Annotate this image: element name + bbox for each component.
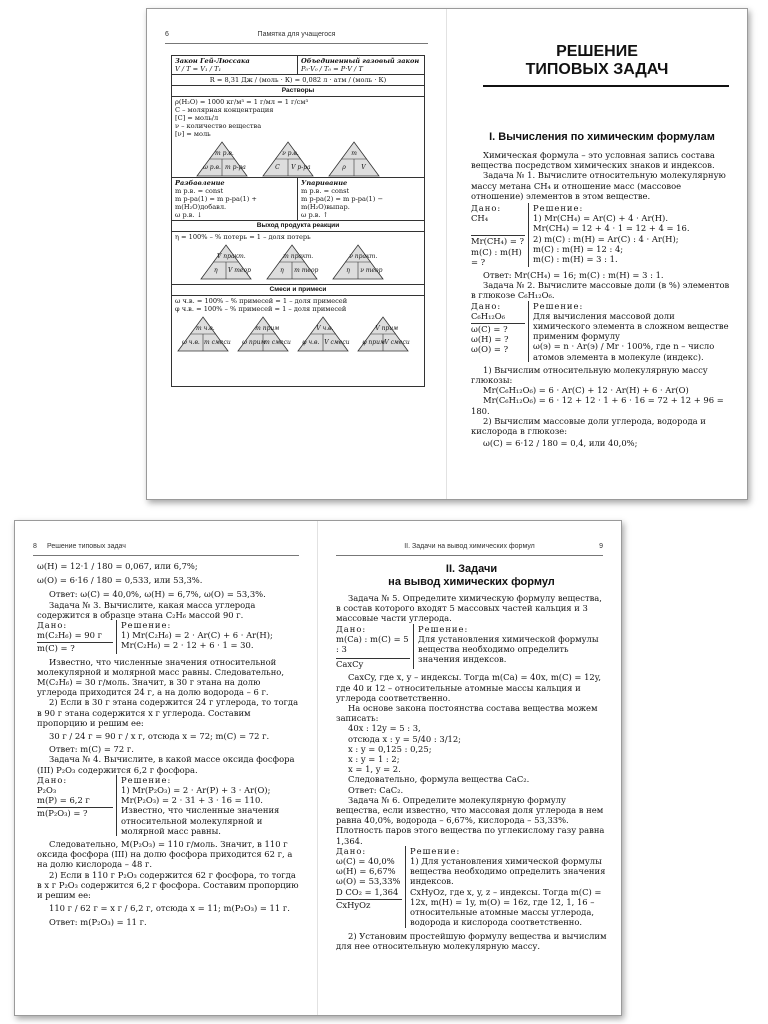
given-label: Дано: — [471, 203, 502, 214]
tri-right: V смеси — [384, 339, 410, 346]
dilution-line: m р-ра(1) = m р-ра(1) + m(H₂O)добавл. — [175, 195, 257, 211]
formula: 110 г / 62 г = x г / 6,2 г, отсюда x = 11; m(P₂O₃) = 11 г. — [49, 903, 290, 914]
given-solution-block — [336, 846, 607, 928]
gas-constant: R = 8,31 Дж / (моль · К) = 0,082 л · атм / (моль · К) — [172, 75, 424, 86]
given-item: C₆H₁₂O₆ — [471, 310, 506, 321]
given-item: Mr(CH₄) = ? — [471, 236, 525, 247]
chapter-title — [447, 43, 747, 79]
tri-top: ν р.в. — [282, 150, 299, 157]
paragraph: Следовательно, M(P₂O₃) = 110 г/моль. Значит, в 110 г оксида фосфора (III) на долю фосфора приходится 62 г, а на долю кислорода – 48 г. — [37, 839, 293, 870]
paragraph: 2) Вычислим массовые доли углерода, водорода и кислорода в глюкозе: — [471, 415, 706, 437]
paragraph: Следовательно, формула вещества CaC₂. — [348, 774, 530, 785]
given-solution-block — [37, 620, 303, 654]
given-item: ω(H) = 6,67% — [336, 866, 396, 877]
answer: Ответ: m(C) = 72 г. — [49, 744, 134, 755]
given-solution-block — [336, 624, 607, 670]
given-item: D CO₂ = 1,364 — [336, 886, 399, 897]
solution-label: Решение: — [533, 203, 584, 214]
formula: Mr(C₆H₁₂O₆) = 6 · 12 + 12 · 1 + 6 · 16 = 72 + 12 + 96 = 180. — [471, 395, 724, 416]
given-item: P₂O₃ — [37, 785, 57, 796]
solution-line: Известно, что численные значения относительной молекулярной и молярной масс равны. — [121, 805, 280, 836]
given-solution-block — [471, 203, 733, 267]
formula: ω(H) = 12·1 / 180 = 0,067, или 6,7%; — [37, 561, 198, 571]
solution-line: 1) Mr(C₂H₆) = 2 · Ar(C) + 6 · Ar(H); — [121, 630, 273, 641]
tri-right: V смеси — [324, 339, 350, 346]
solution-line: CxHyOz, где x, y, z – индексы. Тогда m(C) = 12x, m(H) = 1y, m(O) = 16z, где 12, 1, 16 – относительные атомные массы углерода, водорода и кислорода соответственно. — [410, 886, 602, 928]
solution-line: ω(э) = n · Ar(э) / Mr · 100%, где n – число атомов элемента в молекуле (индекс). — [533, 341, 715, 362]
tri-right: m теор — [294, 267, 319, 274]
formula: ω(C) = 6·12 / 180 = 0,4, или 40,0%; — [483, 438, 638, 449]
page-number: 8 — [33, 543, 37, 550]
page-number: 9 — [599, 543, 603, 550]
page-9 — [318, 521, 621, 1015]
sol-line: C – молярная концентрация — [175, 106, 274, 114]
sol-line: ρ(H₂O) = 1000 кг/м³ = 1 г/мл = 1 г/см³ — [175, 98, 309, 106]
solution-line: Для вычисления массовой доли химического элемента в сложном веществе применим формулу — [533, 310, 729, 342]
dilution-heading: Разбавление — [175, 179, 225, 187]
dilution-line: m р.в. = const — [175, 187, 224, 195]
given-item: m(P) = 6,2 г — [37, 795, 90, 806]
task-4-statement: Задача № 4. Вычислите, в какой массе оксида фосфора (III) P₂O₃ содержится 6,2 г фосфора. — [37, 754, 295, 775]
running-head — [165, 31, 428, 44]
tri-right: m смеси — [204, 339, 231, 346]
yield-line: η = 100% – % потерь = 1 – доля потерь — [175, 233, 311, 241]
paragraph: Химическая формула – это условная запись состава вещества посредством химических знаков и индексов. — [471, 150, 715, 171]
tri-left: ρ — [342, 164, 346, 171]
given-label: Дано: — [336, 845, 367, 856]
solution-line: Mr(P₂O₃) = 2 · 31 + 3 · 16 = 110. — [121, 795, 263, 806]
reference-card — [171, 55, 425, 387]
given-item: m(Ca) : m(C) = 5 : 3 — [336, 633, 409, 655]
tri-top: V прим — [375, 325, 399, 332]
triangle-diagram — [177, 316, 229, 352]
law2-title: Объединенный газовый закон — [301, 57, 420, 65]
given-item: m(C₂H₆) = 90 г — [37, 630, 102, 641]
evap-line: ω р.в. ↑ — [301, 211, 329, 219]
solution-label: Решение: — [410, 845, 461, 856]
page-8-body — [37, 561, 303, 927]
formula: x : y = 0,125 : 0,25; — [348, 743, 432, 754]
solution-line: m(C) : m(H) = 3 : 1. — [533, 254, 618, 265]
triangle-diagram — [237, 316, 289, 352]
tri-top: m — [351, 150, 357, 157]
section-heading-line-1: II. Задачи — [445, 563, 498, 575]
solutions-heading: Растворы — [172, 86, 424, 97]
formula: 40x : 12y = 5 : 3, — [348, 723, 421, 734]
mix-line: φ ч.в. = 100% – % примесей = 1 – доля примесей — [175, 305, 347, 313]
triangle-diagram — [297, 316, 349, 352]
solution-line: 1) Для установления химической формулы вещества необходимо определить значения индексов. — [410, 856, 606, 887]
given-solution-block — [37, 775, 303, 836]
given-label: Дано: — [471, 300, 502, 311]
answer: Ответ: CaC₂. — [348, 784, 404, 795]
tri-top: m прим — [255, 325, 280, 332]
page-6 — [147, 9, 447, 499]
paragraph: CaxCy, где x, y – индексы. Тогда m(Ca) = 40x, m(C) = 12y, где 40 и 12 – относительные атомные массы кальция и углерода соответственно. — [336, 672, 602, 703]
paragraph: 2) Если в 30 г этана содержится 24 г углерода, то тогда в 90 г этана содержится x г углерода. Составим пропорцию и решим ее: — [37, 697, 299, 728]
task-2-statement: Задача № 2. Вычислите массовые доли (в %) элементов в глюкозе C₆H₁₂O₆. — [471, 280, 730, 301]
chapter-title-line-1: РЕШЕНИЕ — [556, 43, 638, 60]
page-number: 6 — [165, 31, 169, 38]
paragraph: Известно, что численные значения относительной молекулярной и молярной масс равны. Следовательно, M(C₂H₆) = 30 г/моль. Значит, в 30 г этана на долю углерода приходится 24 г, а на долю водорода – 6 г. — [37, 656, 285, 698]
formula: отсюда x : y = 5/40 : 3/12; — [348, 733, 461, 744]
triangle-diagram — [266, 244, 318, 280]
tri-left: C — [275, 164, 280, 171]
answer: Ответ: Mr(CH₄) = 16; m(C) : m(H) = 3 : 1. — [483, 270, 664, 281]
section-heading: I. Вычисления по химическим формулам — [489, 131, 715, 143]
tri-right: m смеси — [264, 339, 291, 346]
evaporation-heading: Упаривание — [301, 179, 348, 187]
solution-label: Решение: — [418, 623, 469, 634]
sol-line: [C] = моль/л — [175, 114, 219, 122]
solution-line: 1) Mr(P₂O₃) = 2 · Ar(P) + 3 · Ar(O); — [121, 785, 271, 796]
tri-left: φ прим — [362, 339, 385, 346]
tri-right: ν теор — [360, 267, 383, 274]
triangle-diagram — [332, 244, 384, 280]
law1-title: Закон Гей-Люссака — [175, 57, 250, 65]
answer: Ответ: ω(C) = 40,0%, ω(H) = 6,7%, ω(O) = 53,3%. — [49, 589, 266, 600]
tri-top: m р.в. — [215, 150, 234, 157]
running-head — [33, 543, 299, 556]
formula: 30 г / 24 г = 90 г / x г, отсюда x = 72; m(C) = 72 г. — [49, 731, 270, 742]
solution-line: Mr(C₂H₆) = 2 · 12 + 6 · 1 = 30. — [121, 640, 254, 651]
tri-top: m ч.в. — [196, 325, 215, 332]
paragraph: 2) Если в 110 г P₂O₃ содержится 62 г фосфора, то тогда в x г P₂O₃ содержится 6,2 г фосфора. Составим пропорцию и решим ее: — [37, 869, 299, 901]
tri-left: η — [346, 267, 350, 274]
law2-formula: P₀·V₀ / T₀ = P·V / T — [301, 65, 363, 73]
given-item: ω(C) = ? — [471, 323, 525, 334]
tri-left: ω ч.в. — [182, 339, 200, 346]
paragraph: 2) Установим простейшую формулу вещества и вычислим для нее относительную молекулярную массу. — [336, 930, 607, 951]
solution-line: 2) m(C) : m(H) = Ar(C) : 4 · Ar(H); — [533, 233, 679, 244]
evap-line: m р.в. = const — [301, 187, 350, 195]
task-6-statement: Задача № 6. Определите молекулярную формулу вещества, если известно, что массовая доля углерода в нем равна 40,0%, водорода – 6,67%, кислорода – 53,33%. Плотность паров этого вещества по углекислому газу равна 1,364. — [336, 794, 605, 846]
tri-right: V теор — [228, 267, 251, 274]
chapter-title-line-2: ТИПОВЫХ ЗАДАЧ — [525, 61, 669, 78]
task-5-statement: Задача № 5. Определите химическую формулу вещества, в состав которого входят 5 массовых частей кальция и 3 массовые части углерода. — [336, 593, 602, 624]
triangle-diagram — [200, 244, 252, 280]
section-heading-line-2: на вывод химических формул — [388, 576, 555, 588]
bottom-spread — [14, 520, 622, 1016]
solution-label: Решение: — [121, 620, 172, 631]
triangle-diagram — [196, 141, 248, 177]
task-1-statement: Задача № 1. Вычислите относительную молекулярную массу метана CH₄ и отношение масс (массовое отношение) элементов в этом веществе. — [471, 170, 726, 201]
dilution-line: ω р.в. ↓ — [175, 211, 203, 219]
tri-left: φ ч.в. — [302, 339, 320, 346]
solution-label: Решение: — [533, 300, 584, 311]
top-spread — [146, 8, 748, 500]
running-head-title: Решение типовых задач — [47, 543, 126, 550]
sol-line: ν – количество вещества — [175, 122, 262, 130]
formula: x = 1, y = 2. — [348, 764, 401, 775]
page-9-body — [336, 563, 607, 951]
tri-left: η — [280, 267, 284, 274]
tri-top: m практ. — [283, 253, 314, 260]
answer: Ответ: m(P₂O₃) = 11 г. — [49, 916, 147, 927]
paragraph: На основе закона постоянства состава вещества можем записать: — [336, 703, 598, 724]
formula: Mr(C₆H₁₂O₆) = 6 · Ar(C) + 12 · Ar(H) + 6 · Ar(O) — [483, 385, 689, 396]
evap-line: m р-ра(2) = m р-ра(1) − m(H₂O)выпар. — [301, 195, 383, 211]
paragraph: 1) Вычислим относительную молекулярную массу глюкозы: — [471, 364, 708, 386]
solution-line: Mr(CH₄) = 12 + 4 · 1 = 12 + 4 = 16. — [533, 223, 690, 234]
solution-label: Решение: — [121, 774, 172, 785]
mix-line: ω ч.в. = 100% – % примесей = 1 – доля примесей — [175, 297, 348, 305]
given-label: Дано: — [37, 620, 68, 631]
yield-heading: Выход продукта реакции — [172, 221, 424, 232]
given-item: m(P₂O₃) = ? — [37, 807, 113, 818]
given-label: Дано: — [37, 774, 68, 785]
tri-top: V практ. — [217, 253, 246, 260]
solution-line: 1) Mr(CH₄) = Ar(C) + 4 · Ar(H). — [533, 213, 668, 224]
given-item: ω(C) = 40,0% — [336, 856, 395, 867]
given-item: CaxCy — [336, 658, 410, 669]
triangle-diagram — [328, 141, 380, 177]
triangle-diagram — [357, 316, 409, 352]
tri-right: m р-ра — [225, 164, 246, 171]
page-8 — [15, 521, 318, 1015]
running-head — [336, 543, 603, 556]
given-item: ω(O) = ? — [471, 344, 509, 355]
solution-line: Для установления химической формулы вещества необходимо определить значения индексов. — [418, 633, 599, 665]
sol-line: [ν] = моль — [175, 130, 211, 138]
triangle-diagram — [262, 141, 314, 177]
given-label: Дано: — [336, 623, 367, 634]
given-item: ω(O) = 53,33% — [336, 876, 401, 887]
given-item: CH₄ — [471, 213, 489, 224]
mixtures-heading: Смеси и примеси — [172, 285, 424, 296]
given-item: CxHyOz — [336, 899, 402, 910]
running-head-title: II. Задачи на вывод химических формул — [404, 543, 535, 550]
tri-right: V р-ра — [291, 164, 311, 171]
given-item: m(C) : m(H) = ? — [471, 246, 522, 267]
title-rule — [483, 85, 729, 87]
running-head-title: Памятка для учащегося — [257, 31, 336, 38]
given-item: ω(H) = ? — [471, 334, 509, 345]
formula: ω(O) = 6·16 / 180 = 0,533, или 53,3%. — [37, 575, 203, 586]
given-item: m(C) = ? — [37, 642, 113, 653]
solution-line: m(C) : m(H) = 12 : 4; — [533, 243, 624, 254]
page-7-body — [471, 131, 733, 448]
tri-top: V ч.в. — [316, 325, 334, 332]
page-7 — [447, 9, 747, 499]
given-solution-block — [471, 301, 733, 362]
tri-right: V — [361, 164, 366, 171]
formula: x : y = 1 : 2; — [348, 754, 400, 765]
law1-formula: V / T = V₁ / T₁ — [175, 65, 222, 73]
task-3-statement: Задача № 3. Вычислите, какая масса углерода содержится в образце этана C₂H₆ массой 90 г. — [37, 599, 256, 620]
tri-left: η — [214, 267, 218, 274]
tri-left: ω р.в. — [203, 164, 221, 171]
tri-left: ω прим — [242, 339, 266, 346]
tri-top: ν практ. — [349, 253, 378, 260]
